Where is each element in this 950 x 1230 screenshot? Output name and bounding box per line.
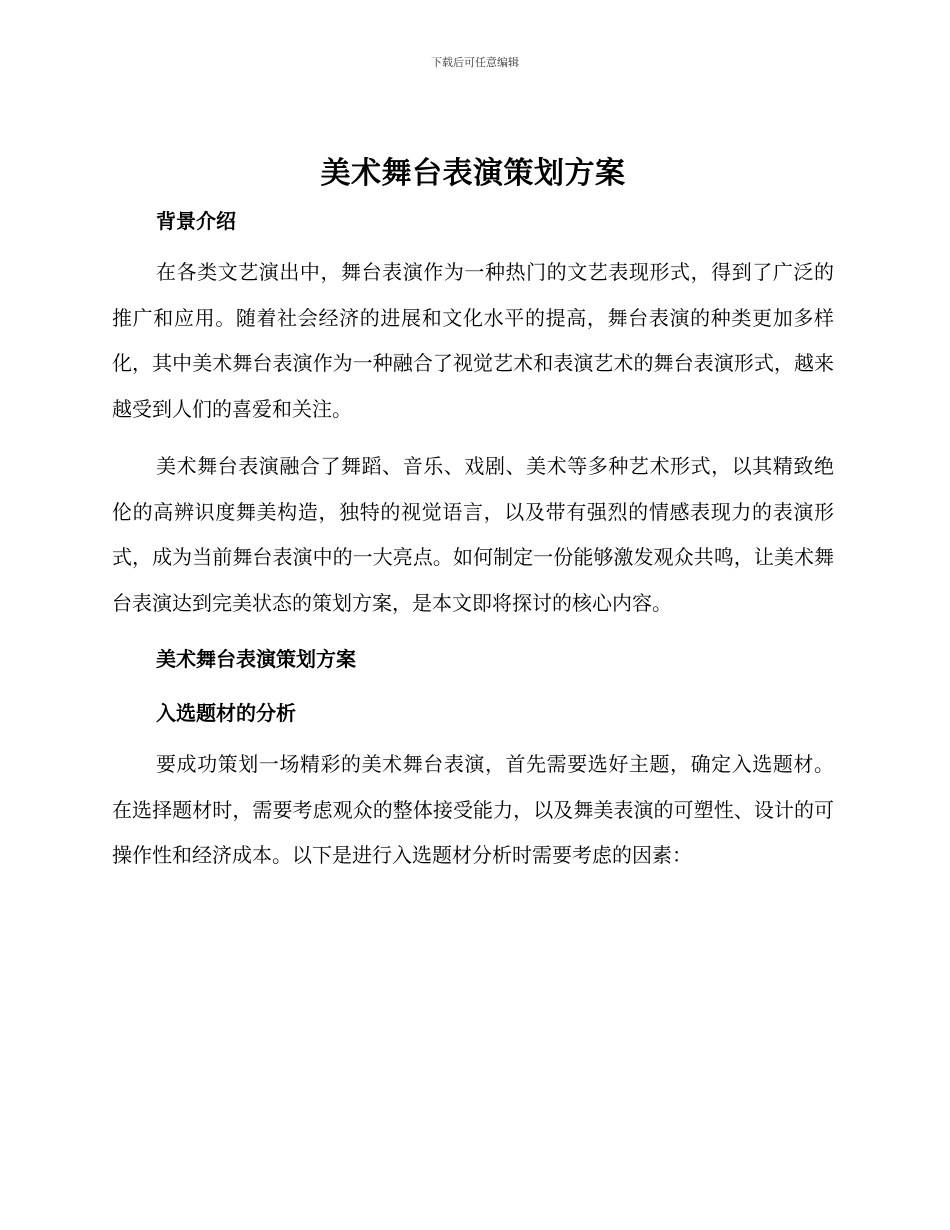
document-body — [112, 148, 834, 879]
section-heading-topic-analysis: 入选题材的分析 — [156, 701, 296, 725]
paragraph-background-2: 美术舞台表演融合了舞蹈、音乐、戏剧、美术等多种艺术形式，以其精致绝伦的高辨识度舞美构造，独特的视觉语言，以及带有强烈的情感表现力的表演形式，成为当前舞台表演中的一大亮点。如何制定一份能够激发观众共鸣，让美术舞台表演达到完美状态的策划方案，是本文即将探讨的核心内容。 — [112, 454, 834, 615]
section-heading-plan: 美术舞台表演策划方案 — [156, 647, 356, 671]
paragraph-topic-analysis: 要成功策划一场精彩的美术舞台表演，首先需要选好主题，确定入选题材。在选择题材时，需要考虑观众的整体接受能力，以及舞美表演的可塑性、设计的可操作性和经济成本。以下是进行入选题材分析时需要考虑的因素： — [112, 752, 834, 867]
header-note: 下载后可任意编辑 — [431, 56, 519, 69]
document-title: 美术舞台表演策划方案 — [320, 156, 626, 191]
section-heading-background: 背景介绍 — [156, 209, 236, 233]
paragraph-background-1: 在各类文艺演出中，舞台表演作为一种热门的文艺表现形式，得到了广泛的推广和应用。随着社会经济的进展和文化水平的提高，舞台表演的种类更加多样化，其中美术舞台表演作为一种融合了视觉艺术和表演艺术的舞台表演形式，越来越受到人们的喜爱和关注。 — [112, 260, 834, 421]
